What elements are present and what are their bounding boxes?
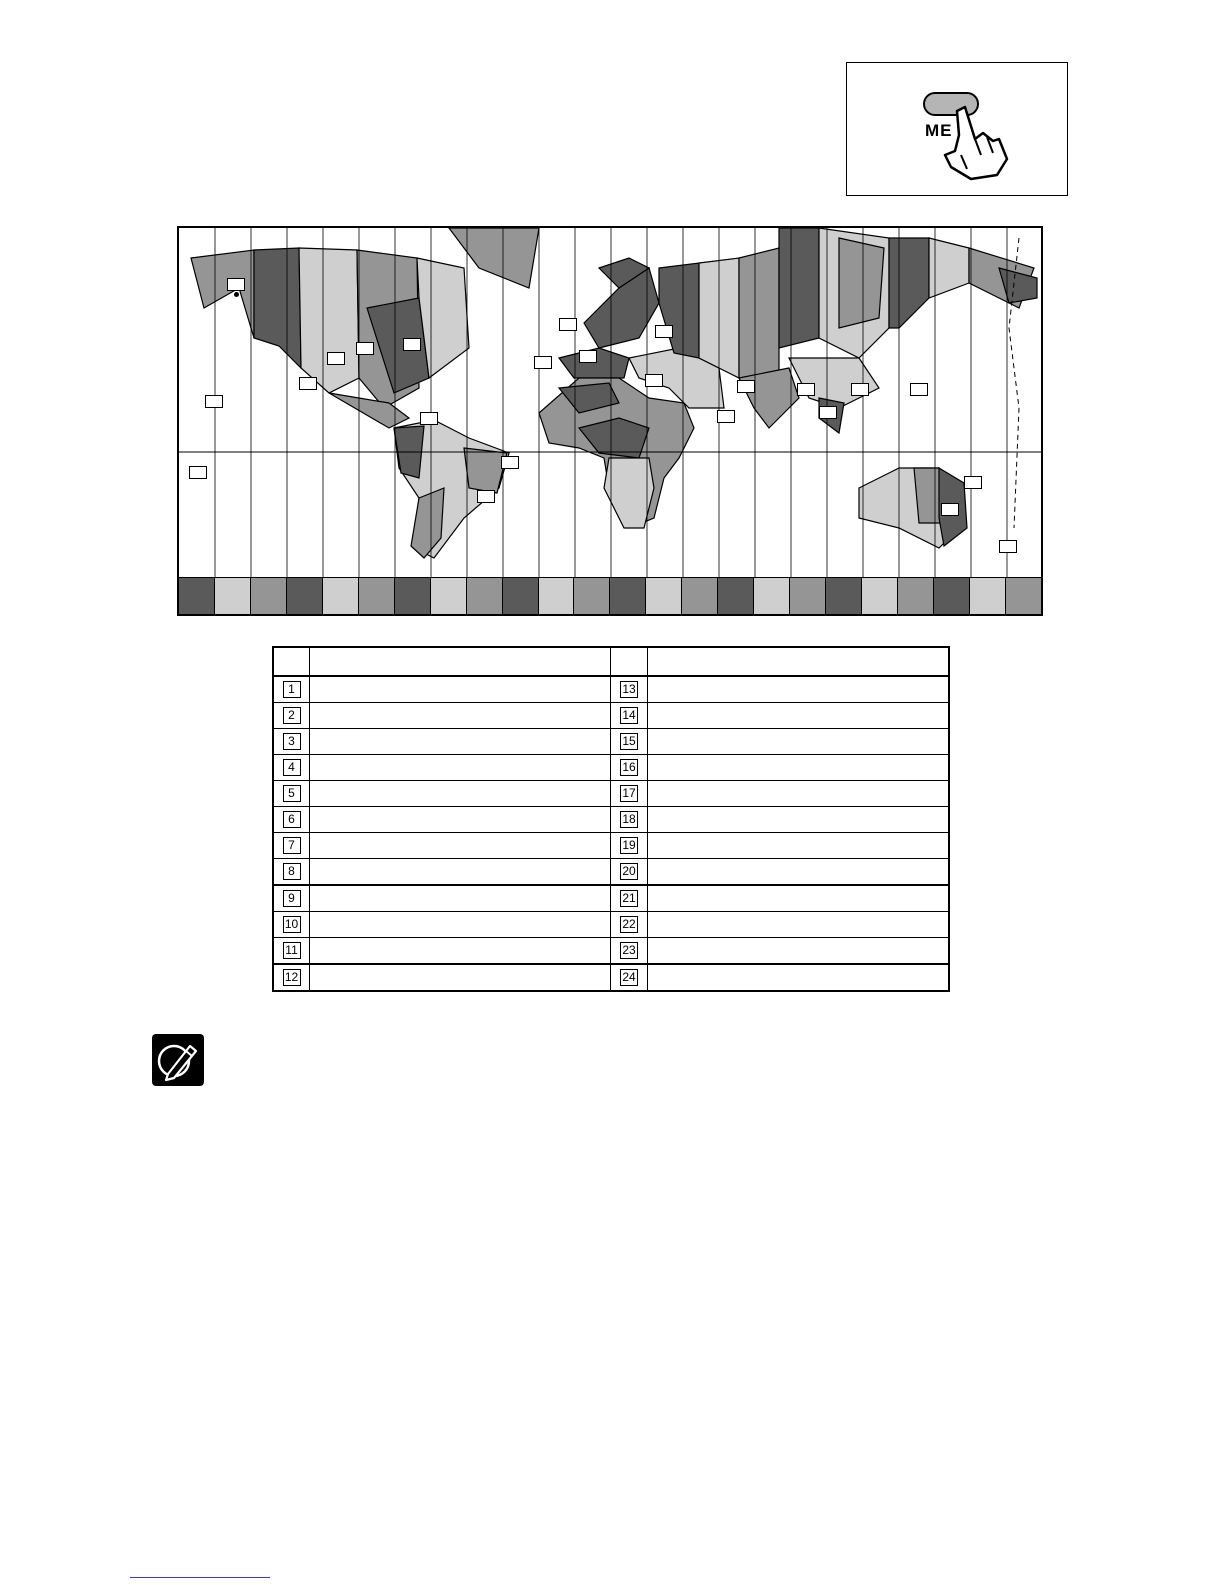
zone-number: 5 — [283, 785, 301, 802]
zone-number: 22 — [620, 916, 638, 933]
zone-number-cell — [273, 807, 310, 833]
time-zone-band — [970, 578, 1006, 614]
table-row — [273, 964, 949, 991]
zone-number-cell — [273, 885, 310, 912]
table-row — [273, 807, 949, 833]
zone-name-cell — [310, 807, 611, 833]
world-map-drawing — [179, 228, 1041, 578]
city-marker — [645, 374, 663, 387]
time-zone-color-bands — [179, 577, 1041, 614]
zone-name-cell — [310, 912, 611, 938]
time-zone-band — [323, 578, 359, 614]
city-marker — [910, 383, 928, 396]
zone-number-cell — [611, 833, 647, 859]
zone-number-cell — [273, 781, 310, 807]
city-marker — [534, 356, 552, 369]
time-zone-band — [251, 578, 287, 614]
time-zone-band — [754, 578, 790, 614]
zone-number-cell — [611, 676, 647, 703]
zone-number: 6 — [283, 811, 301, 828]
zone-name-cell — [310, 964, 611, 991]
zone-number: 15 — [620, 733, 638, 750]
zone-number: 2 — [283, 707, 301, 724]
header-cell — [310, 647, 611, 676]
header-cell — [273, 647, 310, 676]
zone-number: 19 — [620, 837, 638, 854]
zone-name-cell — [647, 885, 949, 912]
zone-number: 16 — [620, 759, 638, 776]
zone-number: 21 — [620, 890, 638, 907]
city-marker — [189, 466, 207, 479]
zone-number: 24 — [620, 969, 638, 986]
world-time-zone-map — [177, 226, 1043, 616]
zone-number-cell — [273, 676, 310, 703]
table-row — [273, 703, 949, 729]
table-row — [273, 885, 949, 912]
time-zone-band — [359, 578, 395, 614]
zone-name-cell — [647, 833, 949, 859]
zone-number-cell — [611, 964, 647, 991]
zone-number: 13 — [620, 681, 638, 698]
city-marker — [579, 350, 597, 363]
zone-number-cell — [611, 781, 647, 807]
city-marker — [227, 278, 245, 291]
zone-number: 1 — [283, 681, 301, 698]
city-marker — [477, 490, 495, 503]
zone-name-cell — [647, 781, 949, 807]
zone-number-cell — [611, 912, 647, 938]
zone-number-cell — [611, 938, 647, 965]
table-row — [273, 781, 949, 807]
zone-number: 10 — [283, 916, 301, 933]
city-marker — [851, 383, 869, 396]
table-row — [273, 833, 949, 859]
time-zone-band — [395, 578, 431, 614]
time-zone-band — [610, 578, 646, 614]
time-zone-band — [503, 578, 539, 614]
zone-number-cell — [611, 729, 647, 755]
zone-name-cell — [310, 676, 611, 703]
city-marker — [655, 325, 673, 338]
zone-name-cell — [647, 729, 949, 755]
zone-number-cell — [611, 859, 647, 886]
zone-number-cell — [611, 807, 647, 833]
time-zone-band — [1006, 578, 1041, 614]
table-header-row — [273, 647, 949, 676]
zone-number: 9 — [283, 890, 301, 907]
zone-number-cell — [273, 938, 310, 965]
city-marker — [941, 503, 959, 516]
city-marker — [403, 338, 421, 351]
city-marker — [559, 318, 577, 331]
time-zone-band — [574, 578, 610, 614]
city-marker — [356, 342, 374, 355]
time-zone-band — [467, 578, 503, 614]
zone-name-cell — [310, 781, 611, 807]
time-zone-band — [934, 578, 970, 614]
zone-number-cell — [273, 833, 310, 859]
time-zone-band — [215, 578, 251, 614]
zone-number-cell — [273, 859, 310, 886]
city-marker — [737, 380, 755, 393]
zone-number: 3 — [283, 733, 301, 750]
zone-number: 20 — [620, 863, 638, 880]
city-marker — [327, 352, 345, 365]
table-row — [273, 676, 949, 703]
zone-name-cell — [310, 938, 611, 965]
zone-number: 7 — [283, 837, 301, 854]
time-zone-band — [898, 578, 934, 614]
zone-name-cell — [647, 938, 949, 965]
zone-number: 11 — [283, 942, 301, 959]
city-marker — [797, 383, 815, 396]
time-zone-band — [718, 578, 754, 614]
time-zone-band — [790, 578, 826, 614]
zone-name-cell — [310, 729, 611, 755]
zone-number: 23 — [620, 942, 638, 959]
time-zone-band — [287, 578, 323, 614]
time-zone-band — [646, 578, 682, 614]
header-cell — [647, 647, 949, 676]
zone-name-cell — [310, 885, 611, 912]
table-row — [273, 912, 949, 938]
footer-rule — [130, 1577, 270, 1578]
zone-number-cell — [611, 703, 647, 729]
city-dot — [234, 292, 239, 297]
zone-name-cell — [647, 703, 949, 729]
zone-number-cell — [611, 755, 647, 781]
zone-name-cell — [647, 964, 949, 991]
zone-name-cell — [647, 859, 949, 886]
zone-number: 12 — [283, 969, 301, 986]
menu-button-illustration — [846, 62, 1068, 196]
city-marker — [501, 456, 519, 469]
zone-number: 18 — [620, 811, 638, 828]
zone-number-cell — [273, 912, 310, 938]
zone-name-cell — [647, 676, 949, 703]
city-marker — [999, 540, 1017, 553]
zone-name-cell — [310, 859, 611, 886]
pencil-note-icon — [152, 1034, 204, 1086]
zone-number: 17 — [620, 785, 638, 802]
zone-number: 8 — [283, 863, 301, 880]
time-zone-table — [272, 646, 950, 992]
zone-number-cell — [611, 885, 647, 912]
city-marker — [420, 412, 438, 425]
table-row — [273, 859, 949, 886]
city-marker — [819, 406, 837, 419]
table-row — [273, 938, 949, 965]
time-zone-band — [179, 578, 215, 614]
table-row — [273, 755, 949, 781]
zone-number: 4 — [283, 759, 301, 776]
pointing-hand-icon — [847, 63, 1069, 197]
time-zone-band — [862, 578, 898, 614]
zone-name-cell — [647, 755, 949, 781]
zone-number-cell — [273, 703, 310, 729]
city-marker — [205, 395, 223, 408]
zone-number-cell — [273, 964, 310, 991]
zone-name-cell — [310, 703, 611, 729]
city-marker — [964, 476, 982, 489]
zone-name-cell — [647, 912, 949, 938]
city-marker — [717, 410, 735, 423]
menu-button-label: ME — [925, 121, 953, 140]
time-zone-band — [539, 578, 575, 614]
zone-name-cell — [310, 755, 611, 781]
table-row — [273, 729, 949, 755]
zone-number: 14 — [620, 707, 638, 724]
zone-number-cell — [273, 755, 310, 781]
city-marker — [299, 377, 317, 390]
zone-name-cell — [310, 833, 611, 859]
time-zone-band — [826, 578, 862, 614]
time-zone-band — [431, 578, 467, 614]
time-zone-table-body — [273, 676, 949, 991]
time-zone-band — [682, 578, 718, 614]
zone-name-cell — [647, 807, 949, 833]
zone-number-cell — [273, 729, 310, 755]
header-cell — [611, 647, 647, 676]
